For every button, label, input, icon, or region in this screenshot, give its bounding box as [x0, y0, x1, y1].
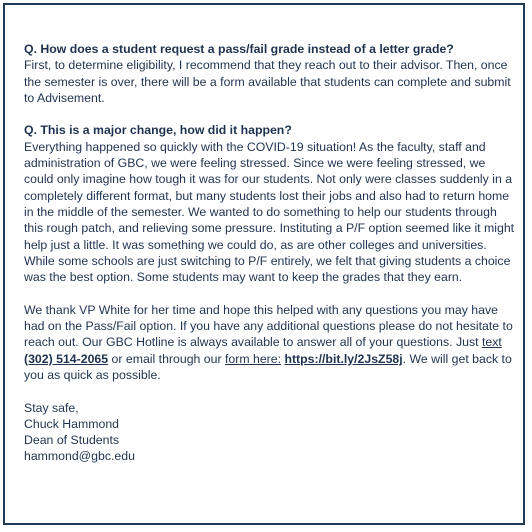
question-1: Q. How does a student request a pass/fail grade instead of a letter grade?	[24, 42, 454, 56]
question-2: Q. This is a major change, how did it happen?	[24, 123, 292, 138]
spacer	[24, 106, 516, 122]
signer-name: Chuck Hammond	[24, 416, 119, 431]
answer-2: Everything happened so quickly with the COVID-19 situation! As the faculty, staff and administration of GBC, we were feeling stressed. Since we were feeling stressed, we could only imagine how tough it was for our students. Not only were classes suddenly in a completely different format, but many students lost their jobs and also had to return home in the middle of the semester. We wanted to do something to help our students through this rough patch, and relieving some pressure. Instituting a P/F option seemed like it might help just a little. It was something we could do, as are other colleges and universities. While some schools are just switching to P/F entirely, we felt that giving students a choice was the best option. Some students may want to keep the grades that they earn.	[24, 139, 515, 285]
closing-paragraph	[24, 302, 516, 383]
spacer	[24, 285, 516, 301]
url-link[interactable]: https://bit.ly/2JsZ58j	[284, 351, 403, 366]
phone-link[interactable]: (302) 514-2065	[24, 351, 109, 366]
document-frame	[3, 3, 525, 525]
signer-email: hammond@gbc.edu	[24, 449, 135, 464]
text-link[interactable]: text	[481, 335, 502, 350]
document-content	[24, 41, 516, 465]
answer-1: First, to determine eligibility, I recommend that they reach out to their advisor. Then, once the semester is over, there will be a form available that students can complete and submit to Advisement.	[24, 58, 511, 105]
closing-text-3: . We will get back to you as quick as possible.	[24, 351, 512, 382]
signer-title: Dean of Students	[24, 433, 120, 448]
spacer	[24, 383, 516, 399]
closing-text-2: or email through our	[108, 351, 225, 366]
signoff: Stay safe,	[24, 400, 79, 415]
closing-text-1: We thank VP White for her time and hope this helped with any questions you may have had on the Pass/Fail option. If you have any additional questions please do not hesitate to reach out. Our GBC Hotline is always available to answer all of your questions. Just	[24, 302, 513, 350]
form-link[interactable]: form here:	[224, 351, 282, 366]
